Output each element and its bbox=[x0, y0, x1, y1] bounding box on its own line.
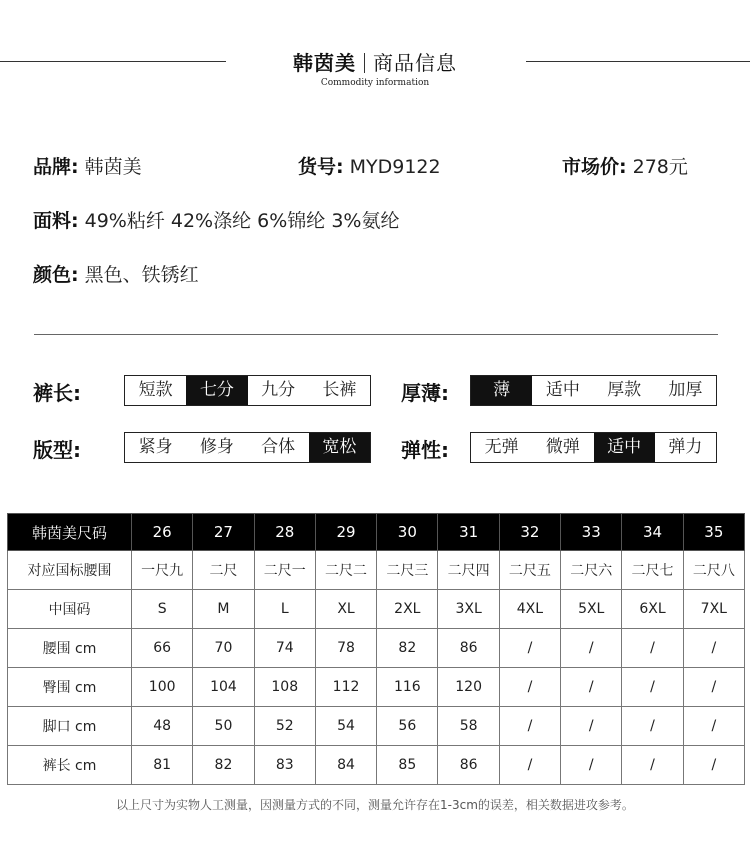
table-cell: 二尺四 bbox=[438, 551, 499, 590]
elasticity-option: 弹力 bbox=[668, 437, 703, 457]
table-cell: 二尺一 bbox=[254, 551, 315, 590]
header-cell: 31 bbox=[438, 514, 499, 551]
elasticity-option: 无弹 bbox=[484, 437, 519, 457]
table-cell: 54 bbox=[315, 707, 376, 746]
table-cell: / bbox=[622, 629, 683, 668]
elasticity-options bbox=[470, 432, 717, 463]
row-label-cell: 对应国标腰围 bbox=[8, 551, 132, 590]
table-cell: 48 bbox=[132, 707, 193, 746]
length-label: 裤长: bbox=[33, 381, 81, 405]
row-label-cell: 臀围 cm bbox=[8, 668, 132, 707]
table-cell: 二尺 bbox=[193, 551, 254, 590]
color-label: 颜色: bbox=[33, 264, 79, 286]
brand-value: 韩茵美 bbox=[84, 156, 142, 178]
row-label-cell: 脚口 cm bbox=[8, 707, 132, 746]
table-cell: / bbox=[683, 707, 744, 746]
header-cell: 32 bbox=[499, 514, 560, 551]
fabric-value: 49%粘纤 42%涤纶 6%锦纶 3%氨纶 bbox=[84, 210, 400, 232]
table-cell: 82 bbox=[193, 746, 254, 785]
table-cell: / bbox=[499, 629, 560, 668]
info-fabric bbox=[33, 206, 399, 233]
length-option: 九分 bbox=[261, 380, 296, 400]
table-cell: 二尺五 bbox=[499, 551, 560, 590]
fabric-label: 面料: bbox=[33, 210, 79, 232]
thickness-option: 厚款 bbox=[607, 380, 642, 400]
section-divider bbox=[34, 334, 718, 335]
fit-label: 版型: bbox=[33, 438, 81, 462]
table-cell: 66 bbox=[132, 629, 193, 668]
table-cell: 二尺七 bbox=[622, 551, 683, 590]
header-cell: 26 bbox=[132, 514, 193, 551]
table-cell: / bbox=[561, 668, 622, 707]
table-cell: / bbox=[499, 668, 560, 707]
table-row bbox=[8, 668, 745, 707]
header-cell: 30 bbox=[377, 514, 438, 551]
size-table-body bbox=[8, 551, 745, 785]
table-cell: 56 bbox=[377, 707, 438, 746]
table-cell: 6XL bbox=[622, 590, 683, 629]
table-row bbox=[8, 629, 745, 668]
table-cell: / bbox=[683, 629, 744, 668]
size-table-header-row bbox=[8, 514, 745, 551]
row-label-cell: 中国码 bbox=[8, 590, 132, 629]
header-cell: 韩茵美尺码 bbox=[8, 514, 132, 551]
elasticity-option: 微弹 bbox=[545, 437, 580, 457]
length-option: 长裤 bbox=[322, 380, 357, 400]
info-color bbox=[33, 260, 199, 287]
fit-option: 紧身 bbox=[138, 437, 173, 457]
table-row bbox=[8, 707, 745, 746]
info-sku bbox=[298, 152, 441, 179]
table-cell: / bbox=[683, 668, 744, 707]
table-cell: 70 bbox=[193, 629, 254, 668]
table-row bbox=[8, 590, 745, 629]
elasticity-label: 弹性: bbox=[401, 438, 449, 462]
table-cell: 7XL bbox=[683, 590, 744, 629]
thickness-label: 厚薄: bbox=[401, 381, 449, 405]
thickness-option: 薄 bbox=[471, 376, 532, 405]
fit-options bbox=[124, 432, 371, 463]
table-cell: 50 bbox=[193, 707, 254, 746]
length-options bbox=[124, 375, 371, 406]
table-cell: 3XL bbox=[438, 590, 499, 629]
header-cell: 28 bbox=[254, 514, 315, 551]
table-cell: 120 bbox=[438, 668, 499, 707]
table-cell: 二尺二 bbox=[315, 551, 376, 590]
table-cell: 81 bbox=[132, 746, 193, 785]
table-cell: / bbox=[683, 746, 744, 785]
price-value: 278元 bbox=[632, 156, 688, 178]
table-cell: / bbox=[499, 707, 560, 746]
table-cell: 一尺九 bbox=[132, 551, 193, 590]
size-table bbox=[7, 513, 745, 785]
header-cell: 33 bbox=[561, 514, 622, 551]
table-cell: S bbox=[132, 590, 193, 629]
info-brand bbox=[33, 152, 142, 179]
header-brand: 韩茵美 bbox=[293, 51, 356, 75]
table-cell: 2XL bbox=[377, 590, 438, 629]
thickness-options bbox=[470, 375, 717, 406]
brand-label: 品牌: bbox=[33, 156, 79, 178]
table-row bbox=[8, 551, 745, 590]
table-cell: 100 bbox=[132, 668, 193, 707]
table-cell: 二尺三 bbox=[377, 551, 438, 590]
header-subtitle: Commodity information bbox=[320, 78, 430, 88]
table-cell: / bbox=[622, 707, 683, 746]
table-cell: 86 bbox=[438, 746, 499, 785]
table-cell: 112 bbox=[315, 668, 376, 707]
row-label-cell: 裤长 cm bbox=[8, 746, 132, 785]
sku-label: 货号: bbox=[298, 156, 344, 178]
thickness-option: 加厚 bbox=[668, 380, 703, 400]
table-cell: 78 bbox=[315, 629, 376, 668]
table-cell: 二尺六 bbox=[561, 551, 622, 590]
table-cell: M bbox=[193, 590, 254, 629]
footnote: 以上尺寸为实物人工测量，因测量方式的不同，测量允许存在1-3cm的误差，相关数据进攻参考。 bbox=[116, 798, 634, 812]
table-cell: / bbox=[561, 629, 622, 668]
length-option: 短款 bbox=[138, 380, 173, 400]
row-label-cell: 腰围 cm bbox=[8, 629, 132, 668]
table-cell: 85 bbox=[377, 746, 438, 785]
table-cell: / bbox=[622, 746, 683, 785]
fit-option: 宽松 bbox=[309, 433, 370, 462]
table-cell: / bbox=[622, 668, 683, 707]
table-row bbox=[8, 746, 745, 785]
table-cell: 74 bbox=[254, 629, 315, 668]
length-option: 七分 bbox=[186, 376, 247, 405]
table-cell: / bbox=[499, 746, 560, 785]
table-cell: 83 bbox=[254, 746, 315, 785]
table-cell: / bbox=[561, 707, 622, 746]
table-cell: 104 bbox=[193, 668, 254, 707]
table-cell: XL bbox=[315, 590, 376, 629]
info-price bbox=[562, 152, 688, 179]
header-cell: 27 bbox=[193, 514, 254, 551]
elasticity-option: 适中 bbox=[594, 433, 655, 462]
header-separator bbox=[364, 53, 365, 73]
header-cell: 34 bbox=[622, 514, 683, 551]
table-cell: 84 bbox=[315, 746, 376, 785]
table-cell: 82 bbox=[377, 629, 438, 668]
table-cell: 108 bbox=[254, 668, 315, 707]
fit-option: 修身 bbox=[199, 437, 234, 457]
header-cell: 35 bbox=[683, 514, 744, 551]
header-title-text: 商品信息 bbox=[373, 51, 457, 75]
header-line-right bbox=[526, 61, 750, 62]
color-value: 黑色、铁锈红 bbox=[84, 264, 199, 286]
table-cell: 86 bbox=[438, 629, 499, 668]
section-header bbox=[0, 42, 750, 92]
table-cell: 5XL bbox=[561, 590, 622, 629]
fit-option: 合体 bbox=[261, 437, 296, 457]
table-cell: 116 bbox=[377, 668, 438, 707]
table-cell: L bbox=[254, 590, 315, 629]
table-cell: 52 bbox=[254, 707, 315, 746]
table-cell: 58 bbox=[438, 707, 499, 746]
price-label: 市场价: bbox=[562, 156, 627, 178]
table-cell: 二尺八 bbox=[683, 551, 744, 590]
header-cell: 29 bbox=[315, 514, 376, 551]
table-cell: / bbox=[561, 746, 622, 785]
thickness-option: 适中 bbox=[545, 380, 580, 400]
sku-value: MYD9122 bbox=[349, 156, 441, 178]
table-cell: 4XL bbox=[499, 590, 560, 629]
